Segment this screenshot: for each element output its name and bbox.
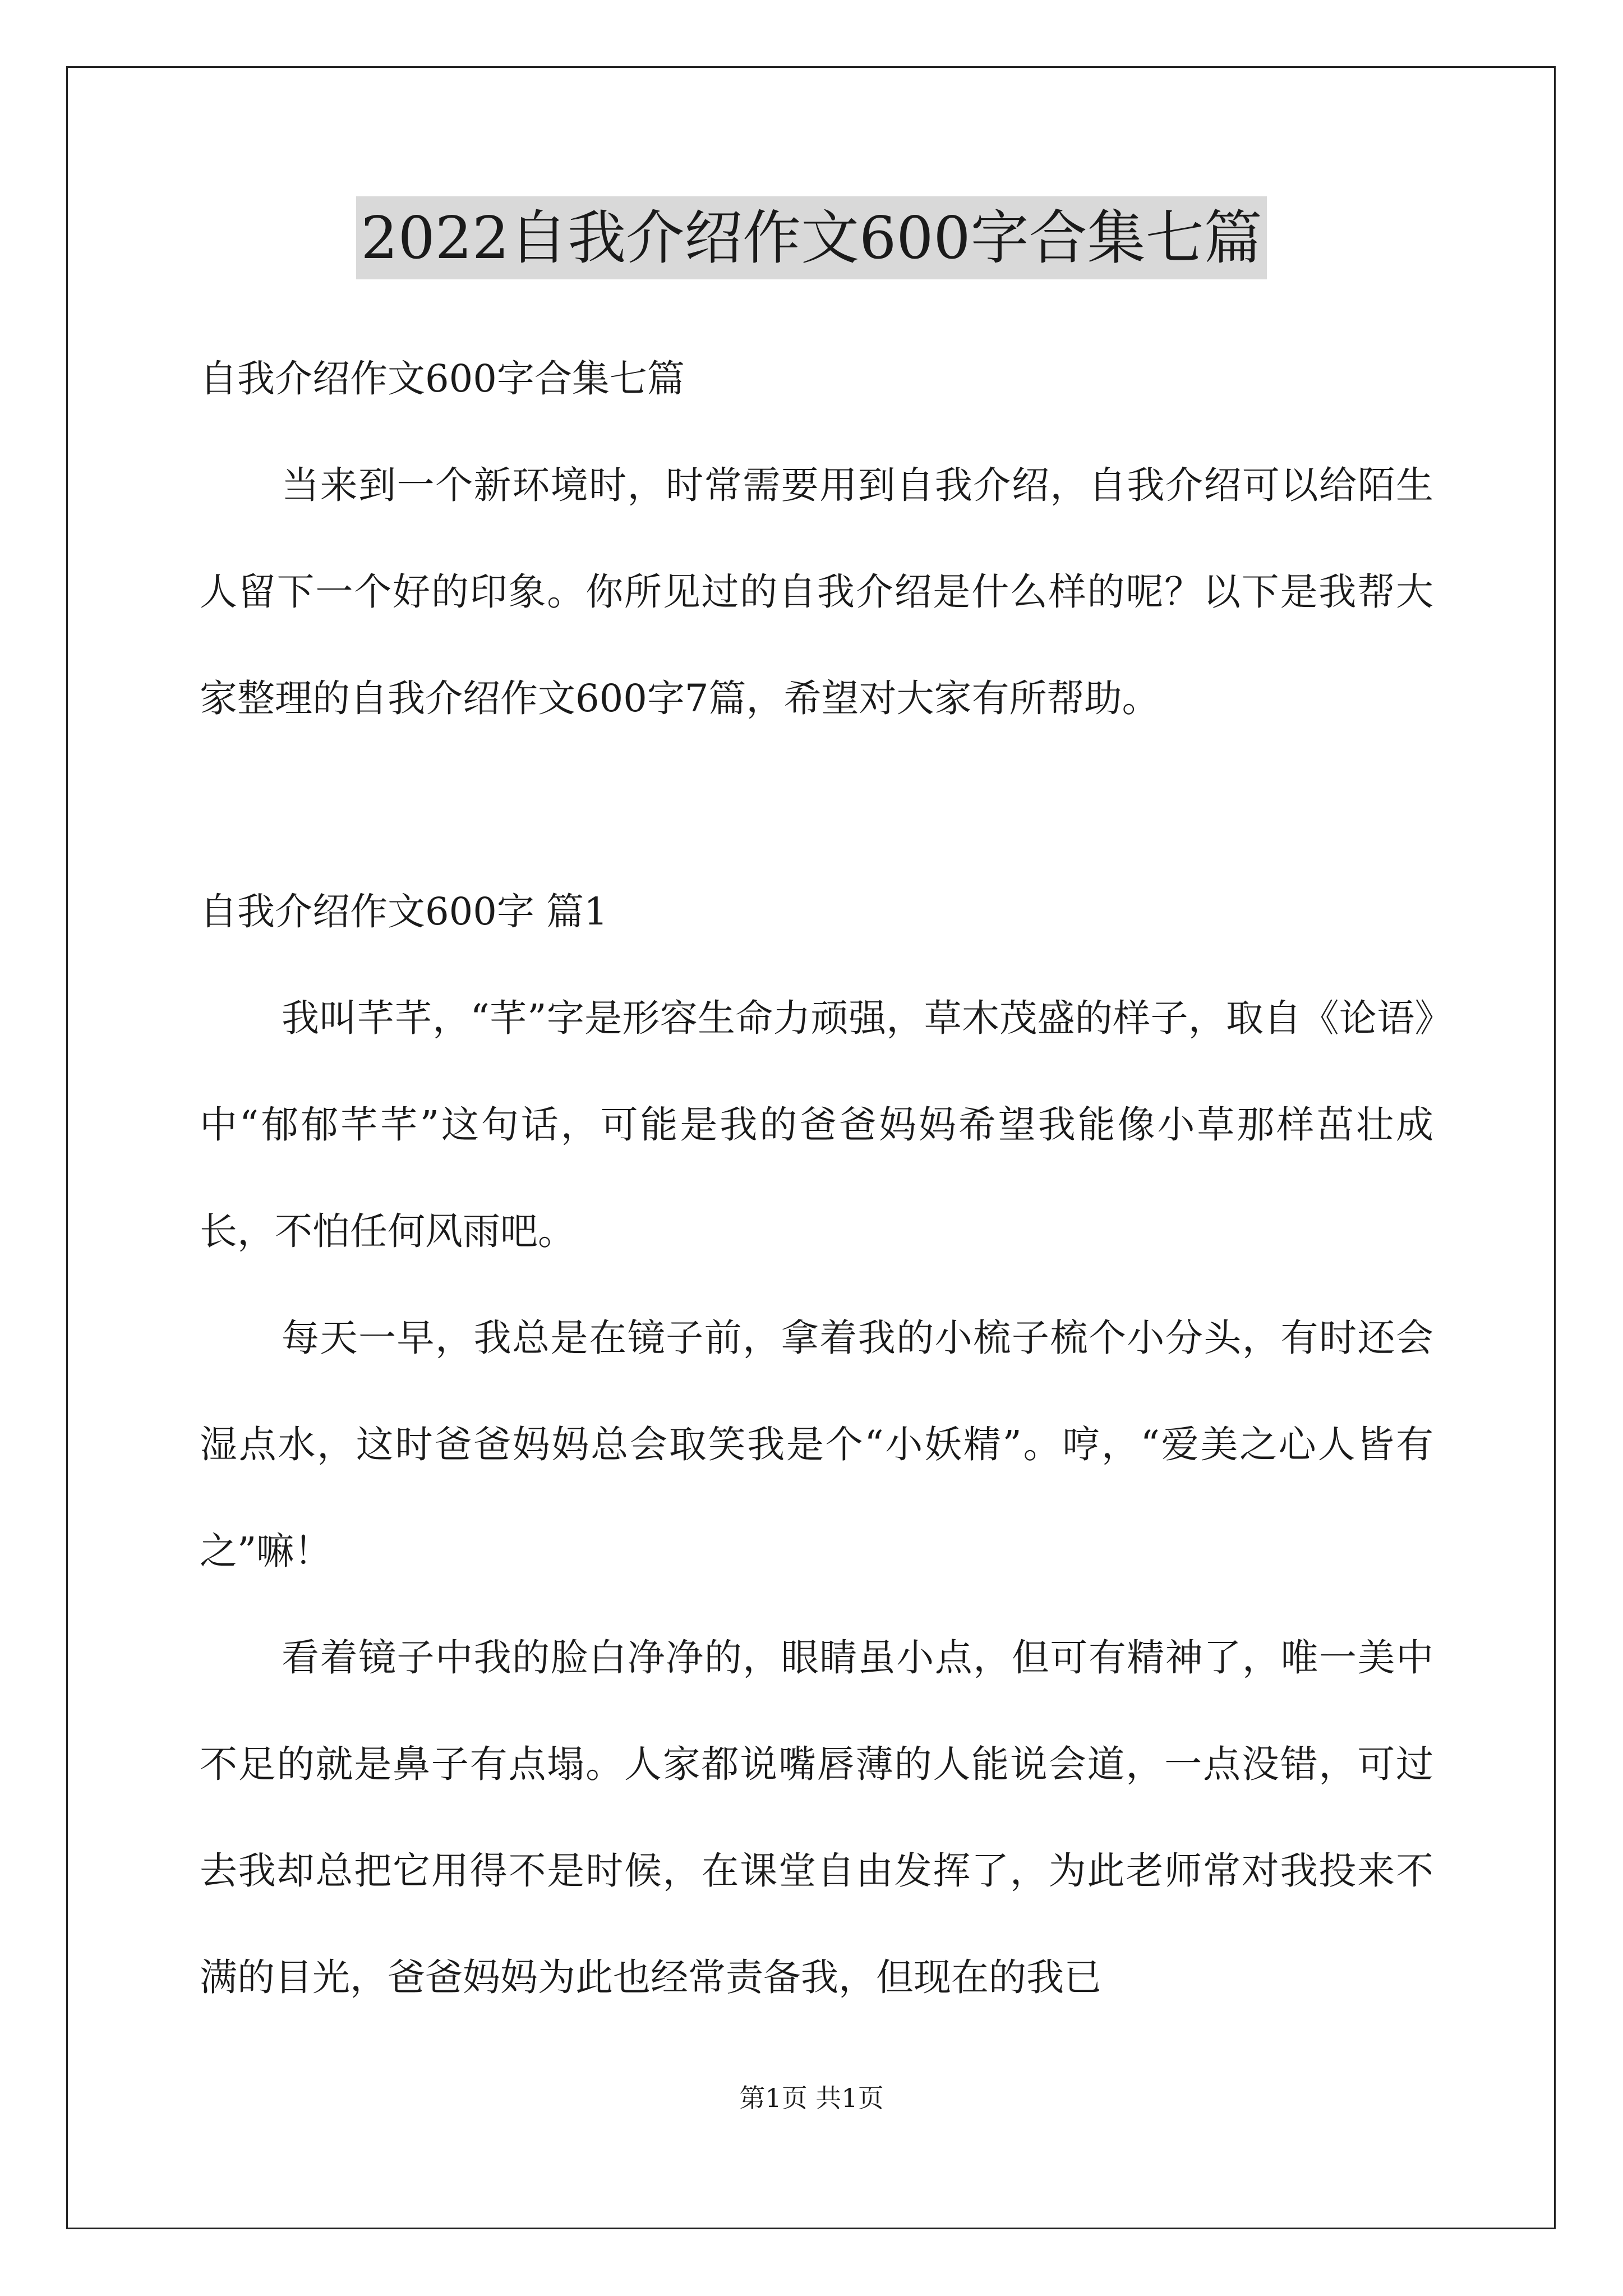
spacer xyxy=(200,752,1433,858)
section-heading: 自我介绍作文600字 篇1 xyxy=(200,890,608,933)
body-paragraph: 看着镜子中我的脸白净净的，眼睛虽小点，但可有精神了，唯一美中不足的就是鼻子有点塌。人家都说嘴唇薄的人能说会道，一点没错，可过去我却总把它用得不是时候，在课堂自由发挥了，为此老师常对我投来不满的目光，爸爸妈妈为此也经常责备我，但现在的我已 xyxy=(200,1636,1433,1999)
title-container xyxy=(0,196,1623,279)
page-footer: 第1页 共1页 xyxy=(739,2083,884,2113)
intro-paragraph: 当来到一个新环境时，时常需要用到自我介绍，自我介绍可以给陌生人留下一个好的印象。你所见过的自我介绍是什么样的呢？以下是我帮大家整理的自我介绍作文600字7篇，希望对大家有所帮助。 xyxy=(200,463,1433,720)
document-subtitle: 自我介绍作文600字合集七篇 xyxy=(200,357,685,401)
body-paragraph: 每天一早，我总是在镜子前，拿着我的小梳子梳个小分头，有时还会湿点水，这时爸爸妈妈总会取笑我是个“小妖精”。哼，“爱美之心人皆有之”嘛！ xyxy=(200,1316,1433,1573)
document-body xyxy=(200,325,1433,2031)
document-title: 2022自我介绍作文600字合集七篇 xyxy=(356,196,1266,279)
body-paragraph: 我叫芊芊，“芊”字是形容生命力顽强，草木茂盛的样子，取自《论语》中“郁郁芊芊”这句话，可能是我的爸爸妈妈希望我能像小草那样茁壮成长，不怕任何风雨吧。 xyxy=(200,996,1433,1253)
